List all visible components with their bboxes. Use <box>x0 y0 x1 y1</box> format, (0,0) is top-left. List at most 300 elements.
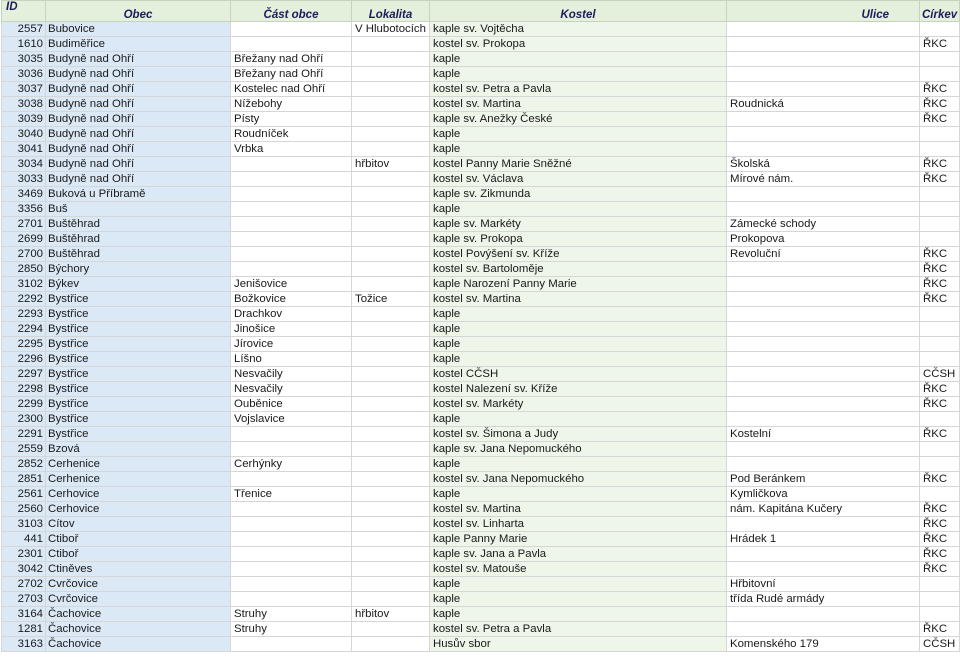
cell-obec[interactable]: Buštěhrad <box>46 232 231 247</box>
cell-lokalita[interactable] <box>352 37 430 52</box>
cell-cast-obce[interactable] <box>231 517 352 532</box>
cell-id[interactable]: 3469 <box>2 187 46 202</box>
cell-cast-obce[interactable]: Jírovice <box>231 337 352 352</box>
cell-id[interactable]: 2850 <box>2 262 46 277</box>
cell-ulice[interactable]: Prokopova <box>727 232 920 247</box>
cell-kostel[interactable]: kostel sv. Prokopa <box>430 37 727 52</box>
cell-lokalita[interactable] <box>352 82 430 97</box>
cell-ulice[interactable] <box>727 112 920 127</box>
cell-kostel[interactable]: kostel Nalezení sv. Kříže <box>430 382 727 397</box>
cell-lokalita[interactable] <box>352 547 430 562</box>
cell-cirkev[interactable]: ŘKC <box>920 427 960 442</box>
cell-kostel[interactable]: kaple sv. Zikmunda <box>430 187 727 202</box>
cell-kostel[interactable]: kostel sv. Jana Nepomuckého <box>430 472 727 487</box>
cell-kostel[interactable]: kostel sv. Petra a Pavla <box>430 82 727 97</box>
cell-lokalita[interactable] <box>352 592 430 607</box>
cell-cast-obce[interactable] <box>231 442 352 457</box>
cell-cirkev[interactable] <box>920 607 960 622</box>
cell-kostel[interactable]: kaple <box>430 67 727 82</box>
cell-obec[interactable]: Ctiboř <box>46 547 231 562</box>
cell-lokalita[interactable] <box>352 202 430 217</box>
cell-cirkev[interactable]: ŘKC <box>920 472 960 487</box>
column-header-obec[interactable]: Obec <box>46 1 231 22</box>
cell-cast-obce[interactable] <box>231 592 352 607</box>
cell-cast-obce[interactable]: Nesvačily <box>231 382 352 397</box>
cell-obec[interactable]: Budyně nad Ohří <box>46 52 231 67</box>
cell-cast-obce[interactable] <box>231 562 352 577</box>
cell-id[interactable]: 3164 <box>2 607 46 622</box>
cell-obec[interactable]: Bubovice <box>46 22 231 37</box>
cell-kostel[interactable]: kaple <box>430 487 727 502</box>
cell-cirkev[interactable]: ŘKC <box>920 37 960 52</box>
cell-lokalita[interactable] <box>352 577 430 592</box>
cell-obec[interactable]: Budyně nad Ohří <box>46 142 231 157</box>
cell-id[interactable]: 2300 <box>2 412 46 427</box>
cell-obec[interactable]: Budyně nad Ohří <box>46 82 231 97</box>
cell-lokalita[interactable] <box>352 322 430 337</box>
cell-cirkev[interactable]: ŘKC <box>920 247 960 262</box>
cell-ulice[interactable] <box>727 352 920 367</box>
cell-kostel[interactable]: kaple <box>430 457 727 472</box>
cell-id[interactable]: 2852 <box>2 457 46 472</box>
cell-cast-obce[interactable]: Nížebohy <box>231 97 352 112</box>
cell-cast-obce[interactable]: Nesvačily <box>231 367 352 382</box>
cell-cast-obce[interactable] <box>231 247 352 262</box>
cell-cirkev[interactable]: ŘKC <box>920 397 960 412</box>
cell-cirkev[interactable]: CČSH <box>920 637 960 652</box>
cell-kostel[interactable]: kostel sv. Matouše <box>430 562 727 577</box>
cell-cast-obce[interactable]: Jinošice <box>231 322 352 337</box>
cell-lokalita[interactable] <box>352 457 430 472</box>
cell-obec[interactable]: Cvrčovice <box>46 592 231 607</box>
cell-kostel[interactable]: Husův sbor <box>430 637 727 652</box>
cell-cirkev[interactable]: ŘKC <box>920 502 960 517</box>
cell-obec[interactable]: Budyně nad Ohří <box>46 67 231 82</box>
cell-id[interactable]: 2294 <box>2 322 46 337</box>
cell-cirkev[interactable]: ŘKC <box>920 562 960 577</box>
cell-ulice[interactable] <box>727 397 920 412</box>
cell-kostel[interactable]: kaple sv. Vojtěcha <box>430 22 727 37</box>
cell-cirkev[interactable]: ŘKC <box>920 82 960 97</box>
cell-id[interactable]: 3163 <box>2 637 46 652</box>
cell-cast-obce[interactable]: Třenice <box>231 487 352 502</box>
cell-kostel[interactable]: kaple <box>430 142 727 157</box>
cell-obec[interactable]: Budyně nad Ohří <box>46 97 231 112</box>
cell-kostel[interactable]: kaple <box>430 202 727 217</box>
cell-cirkev[interactable] <box>920 127 960 142</box>
cell-lokalita[interactable] <box>352 352 430 367</box>
cell-cirkev[interactable] <box>920 337 960 352</box>
cell-kostel[interactable]: kaple Panny Marie <box>430 532 727 547</box>
cell-cirkev[interactable] <box>920 352 960 367</box>
cell-cirkev[interactable] <box>920 307 960 322</box>
cell-obec[interactable]: Ctiboř <box>46 532 231 547</box>
cell-ulice[interactable] <box>727 82 920 97</box>
cell-obec[interactable]: Cerhovice <box>46 487 231 502</box>
cell-kostel[interactable]: kostel Povýšení sv. Kříže <box>430 247 727 262</box>
column-header-cirkev[interactable]: Církev <box>920 1 960 22</box>
cell-kostel[interactable]: kostel sv. Václava <box>430 172 727 187</box>
cell-cast-obce[interactable]: Roudníček <box>231 127 352 142</box>
cell-kostel[interactable]: kaple <box>430 352 727 367</box>
cell-cast-obce[interactable]: Struhy <box>231 607 352 622</box>
cell-cirkev[interactable]: ŘKC <box>920 112 960 127</box>
cell-obec[interactable]: Bystřice <box>46 337 231 352</box>
cell-cirkev[interactable] <box>920 442 960 457</box>
cell-lokalita[interactable] <box>352 277 430 292</box>
cell-obec[interactable]: Bystřice <box>46 412 231 427</box>
cell-lokalita[interactable] <box>352 367 430 382</box>
cell-ulice[interactable]: Komenského 179 <box>727 637 920 652</box>
cell-ulice[interactable] <box>727 37 920 52</box>
cell-cirkev[interactable] <box>920 592 960 607</box>
cell-ulice[interactable] <box>727 337 920 352</box>
cell-cirkev[interactable]: ŘKC <box>920 292 960 307</box>
cell-ulice[interactable] <box>727 412 920 427</box>
cell-id[interactable]: 3042 <box>2 562 46 577</box>
cell-id[interactable]: 2699 <box>2 232 46 247</box>
cell-lokalita[interactable] <box>352 97 430 112</box>
cell-id[interactable]: 3039 <box>2 112 46 127</box>
cell-cast-obce[interactable] <box>231 637 352 652</box>
cell-kostel[interactable]: kaple <box>430 52 727 67</box>
cell-id[interactable]: 3103 <box>2 517 46 532</box>
column-header-kostel[interactable]: Kostel <box>430 1 727 22</box>
cell-cast-obce[interactable] <box>231 577 352 592</box>
cell-id[interactable]: 1610 <box>2 37 46 52</box>
cell-kostel[interactable]: kaple <box>430 412 727 427</box>
cell-kostel[interactable]: kaple sv. Prokopa <box>430 232 727 247</box>
column-header-lokalita[interactable]: Lokalita <box>352 1 430 22</box>
cell-cast-obce[interactable] <box>231 502 352 517</box>
cell-lokalita[interactable] <box>352 637 430 652</box>
cell-lokalita[interactable] <box>352 187 430 202</box>
cell-obec[interactable]: Cítov <box>46 517 231 532</box>
cell-lokalita[interactable] <box>352 382 430 397</box>
cell-lokalita[interactable] <box>352 397 430 412</box>
cell-cast-obce[interactable] <box>231 22 352 37</box>
cell-cirkev[interactable]: ŘKC <box>920 532 960 547</box>
cell-obec[interactable]: Býchory <box>46 262 231 277</box>
cell-lokalita[interactable] <box>352 307 430 322</box>
cell-kostel[interactable]: kostel sv. Bartoloměje <box>430 262 727 277</box>
column-header-id[interactable]: ID <box>2 1 46 22</box>
cell-lokalita[interactable] <box>352 337 430 352</box>
cell-lokalita[interactable] <box>352 232 430 247</box>
cell-ulice[interactable] <box>727 202 920 217</box>
cell-obec[interactable]: Bystřice <box>46 352 231 367</box>
cell-ulice[interactable]: Zámecké schody <box>727 217 920 232</box>
cell-lokalita[interactable] <box>352 412 430 427</box>
cell-ulice[interactable] <box>727 322 920 337</box>
cell-lokalita[interactable] <box>352 502 430 517</box>
cell-obec[interactable]: Budyně nad Ohří <box>46 157 231 172</box>
cell-cast-obce[interactable]: Božkovice <box>231 292 352 307</box>
cell-ulice[interactable] <box>727 367 920 382</box>
cell-obec[interactable]: Buštěhrad <box>46 247 231 262</box>
cell-lokalita[interactable]: hřbitov <box>352 157 430 172</box>
cell-lokalita[interactable] <box>352 487 430 502</box>
cell-cast-obce[interactable] <box>231 157 352 172</box>
cell-cirkev[interactable]: ŘKC <box>920 277 960 292</box>
cell-id[interactable]: 2296 <box>2 352 46 367</box>
cell-obec[interactable]: Bystřice <box>46 367 231 382</box>
cell-ulice[interactable]: Revoluční <box>727 247 920 262</box>
cell-ulice[interactable] <box>727 52 920 67</box>
cell-obec[interactable]: Bystřice <box>46 292 231 307</box>
cell-ulice[interactable] <box>727 292 920 307</box>
cell-cirkev[interactable] <box>920 142 960 157</box>
cell-ulice[interactable] <box>727 442 920 457</box>
cell-id[interactable]: 2297 <box>2 367 46 382</box>
cell-kostel[interactable]: kostel CČSH <box>430 367 727 382</box>
cell-cirkev[interactable] <box>920 52 960 67</box>
cell-ulice[interactable] <box>727 382 920 397</box>
cell-id[interactable]: 2560 <box>2 502 46 517</box>
cell-ulice[interactable] <box>727 517 920 532</box>
cell-ulice[interactable]: třída Rudé armády <box>727 592 920 607</box>
cell-id[interactable]: 2301 <box>2 547 46 562</box>
cell-lokalita[interactable] <box>352 172 430 187</box>
cell-lokalita[interactable]: V Hlubotocích <box>352 22 430 37</box>
cell-cast-obce[interactable]: Písty <box>231 112 352 127</box>
cell-cirkev[interactable] <box>920 217 960 232</box>
cell-lokalita[interactable] <box>352 112 430 127</box>
cell-ulice[interactable] <box>727 262 920 277</box>
cell-id[interactable]: 3036 <box>2 67 46 82</box>
cell-lokalita[interactable] <box>352 217 430 232</box>
cell-lokalita[interactable] <box>352 427 430 442</box>
cell-cast-obce[interactable]: Líšno <box>231 352 352 367</box>
cell-cast-obce[interactable]: Jenišovice <box>231 277 352 292</box>
cell-id[interactable]: 3041 <box>2 142 46 157</box>
cell-cast-obce[interactable] <box>231 187 352 202</box>
cell-obec[interactable]: Cerhenice <box>46 457 231 472</box>
cell-lokalita[interactable] <box>352 442 430 457</box>
cell-id[interactable]: 1281 <box>2 622 46 637</box>
cell-id[interactable]: 3034 <box>2 157 46 172</box>
cell-cast-obce[interactable] <box>231 232 352 247</box>
cell-ulice[interactable] <box>727 457 920 472</box>
cell-obec[interactable]: Býkev <box>46 277 231 292</box>
cell-id[interactable]: 2703 <box>2 592 46 607</box>
cell-obec[interactable]: Bystřice <box>46 382 231 397</box>
cell-cast-obce[interactable]: Ouběnice <box>231 397 352 412</box>
cell-cast-obce[interactable]: Kostelec nad Ohří <box>231 82 352 97</box>
cell-ulice[interactable] <box>727 562 920 577</box>
cell-kostel[interactable]: kostel sv. Petra a Pavla <box>430 622 727 637</box>
cell-id[interactable]: 2561 <box>2 487 46 502</box>
cell-id[interactable]: 2700 <box>2 247 46 262</box>
cell-lokalita[interactable] <box>352 472 430 487</box>
cell-lokalita[interactable] <box>352 262 430 277</box>
cell-lokalita[interactable]: hřbitov <box>352 607 430 622</box>
cell-ulice[interactable] <box>727 547 920 562</box>
cell-obec[interactable]: Bzová <box>46 442 231 457</box>
cell-kostel[interactable]: kostel sv. Martina <box>430 97 727 112</box>
cell-cast-obce[interactable]: Břežany nad Ohří <box>231 52 352 67</box>
cell-cirkev[interactable]: ŘKC <box>920 157 960 172</box>
cell-id[interactable]: 3035 <box>2 52 46 67</box>
cell-cirkev[interactable]: ŘKC <box>920 97 960 112</box>
cell-id[interactable]: 2291 <box>2 427 46 442</box>
cell-ulice[interactable] <box>727 622 920 637</box>
cell-cirkev[interactable]: ŘKC <box>920 172 960 187</box>
cell-kostel[interactable]: kaple <box>430 127 727 142</box>
cell-cast-obce[interactable]: Vrbka <box>231 142 352 157</box>
cell-cirkev[interactable] <box>920 322 960 337</box>
cell-obec[interactable]: Cerhenice <box>46 472 231 487</box>
cell-cast-obce[interactable]: Vojslavice <box>231 412 352 427</box>
cell-lokalita[interactable] <box>352 247 430 262</box>
cell-obec[interactable]: Bystřice <box>46 322 231 337</box>
cell-kostel[interactable]: kaple sv. Anežky České <box>430 112 727 127</box>
cell-ulice[interactable]: Pod Beránkem <box>727 472 920 487</box>
cell-obec[interactable]: Budyně nad Ohří <box>46 172 231 187</box>
cell-ulice[interactable]: Kostelní <box>727 427 920 442</box>
cell-kostel[interactable]: kaple <box>430 322 727 337</box>
cell-ulice[interactable] <box>727 22 920 37</box>
cell-cast-obce[interactable] <box>231 532 352 547</box>
cell-cirkev[interactable]: ŘKC <box>920 547 960 562</box>
cell-obec[interactable]: Bystřice <box>46 397 231 412</box>
cell-cast-obce[interactable] <box>231 427 352 442</box>
cell-obec[interactable]: Bystřice <box>46 427 231 442</box>
cell-ulice[interactable]: Školská <box>727 157 920 172</box>
cell-ulice[interactable] <box>727 127 920 142</box>
cell-kostel[interactable]: kaple <box>430 307 727 322</box>
cell-cirkev[interactable] <box>920 202 960 217</box>
cell-kostel[interactable]: kostel sv. Markéty <box>430 397 727 412</box>
cell-id[interactable]: 441 <box>2 532 46 547</box>
cell-obec[interactable]: Budyně nad Ohří <box>46 127 231 142</box>
cell-id[interactable]: 2299 <box>2 397 46 412</box>
cell-cirkev[interactable] <box>920 487 960 502</box>
cell-cast-obce[interactable] <box>231 472 352 487</box>
cell-ulice[interactable]: Hrádek 1 <box>727 532 920 547</box>
cell-kostel[interactable]: kaple <box>430 607 727 622</box>
cell-obec[interactable]: Budiměřice <box>46 37 231 52</box>
cell-cast-obce[interactable] <box>231 262 352 277</box>
cell-ulice[interactable] <box>727 307 920 322</box>
cell-id[interactable]: 3356 <box>2 202 46 217</box>
cell-obec[interactable]: Čachovice <box>46 607 231 622</box>
cell-ulice[interactable]: nám. Kapitána Kučery <box>727 502 920 517</box>
cell-lokalita[interactable] <box>352 532 430 547</box>
cell-kostel[interactable]: kostel sv. Linharta <box>430 517 727 532</box>
cell-cirkev[interactable]: ŘKC <box>920 382 960 397</box>
column-header-cast-obce[interactable]: Část obce <box>231 1 352 22</box>
cell-ulice[interactable] <box>727 67 920 82</box>
cell-ulice[interactable]: Mírové nám. <box>727 172 920 187</box>
cell-ulice[interactable]: Hřbitovní <box>727 577 920 592</box>
cell-cast-obce[interactable]: Cerhýnky <box>231 457 352 472</box>
cell-id[interactable]: 3102 <box>2 277 46 292</box>
cell-cirkev[interactable] <box>920 232 960 247</box>
cell-lokalita[interactable] <box>352 142 430 157</box>
cell-id[interactable]: 3033 <box>2 172 46 187</box>
cell-kostel[interactable]: kaple sv. Markéty <box>430 217 727 232</box>
cell-id[interactable]: 2298 <box>2 382 46 397</box>
cell-obec[interactable]: Cvrčovice <box>46 577 231 592</box>
cell-cirkev[interactable] <box>920 457 960 472</box>
cell-id[interactable]: 2295 <box>2 337 46 352</box>
cell-ulice[interactable] <box>727 187 920 202</box>
cell-ulice[interactable] <box>727 277 920 292</box>
cell-kostel[interactable]: kostel sv. Martina <box>430 292 727 307</box>
cell-lokalita[interactable] <box>352 67 430 82</box>
column-header-ulice[interactable]: Ulice <box>727 1 920 22</box>
cell-cirkev[interactable]: ŘKC <box>920 622 960 637</box>
cell-cast-obce[interactable] <box>231 172 352 187</box>
cell-obec[interactable]: Čachovice <box>46 622 231 637</box>
cell-kostel[interactable]: kaple Narození Panny Marie <box>430 277 727 292</box>
cell-lokalita[interactable] <box>352 622 430 637</box>
cell-ulice[interactable]: Kymličkova <box>727 487 920 502</box>
cell-kostel[interactable]: kostel Panny Marie Sněžné <box>430 157 727 172</box>
cell-cirkev[interactable]: ŘKC <box>920 517 960 532</box>
cell-obec[interactable]: Budyně nad Ohří <box>46 112 231 127</box>
cell-lokalita[interactable]: Tožice <box>352 292 430 307</box>
cell-id[interactable]: 2292 <box>2 292 46 307</box>
cell-ulice[interactable]: Roudnická <box>727 97 920 112</box>
cell-cirkev[interactable]: CČSH <box>920 367 960 382</box>
cell-kostel[interactable]: kaple sv. Jana Nepomuckého <box>430 442 727 457</box>
cell-obec[interactable]: Buková u Příbramě <box>46 187 231 202</box>
cell-cast-obce[interactable] <box>231 37 352 52</box>
cell-id[interactable]: 2851 <box>2 472 46 487</box>
cell-kostel[interactable]: kaple <box>430 592 727 607</box>
cell-obec[interactable]: Buštěhrad <box>46 217 231 232</box>
cell-id[interactable]: 2559 <box>2 442 46 457</box>
cell-kostel[interactable]: kaple <box>430 577 727 592</box>
cell-obec[interactable]: Buš <box>46 202 231 217</box>
cell-cast-obce[interactable]: Břežany nad Ohří <box>231 67 352 82</box>
cell-lokalita[interactable] <box>352 52 430 67</box>
cell-kostel[interactable]: kaple <box>430 337 727 352</box>
cell-ulice[interactable] <box>727 142 920 157</box>
cell-lokalita[interactable] <box>352 517 430 532</box>
cell-obec[interactable]: Cerhovice <box>46 502 231 517</box>
cell-lokalita[interactable] <box>352 562 430 577</box>
cell-id[interactable]: 3037 <box>2 82 46 97</box>
cell-cast-obce[interactable] <box>231 202 352 217</box>
cell-id[interactable]: 2702 <box>2 577 46 592</box>
cell-cirkev[interactable] <box>920 67 960 82</box>
cell-cirkev[interactable]: ŘKC <box>920 262 960 277</box>
cell-obec[interactable]: Čachovice <box>46 637 231 652</box>
cell-cast-obce[interactable]: Struhy <box>231 622 352 637</box>
cell-cirkev[interactable] <box>920 412 960 427</box>
cell-cirkev[interactable] <box>920 187 960 202</box>
cell-kostel[interactable]: kostel sv. Martina <box>430 502 727 517</box>
cell-id[interactable]: 2293 <box>2 307 46 322</box>
cell-cirkev[interactable] <box>920 22 960 37</box>
cell-id[interactable]: 2557 <box>2 22 46 37</box>
cell-cast-obce[interactable] <box>231 547 352 562</box>
cell-id[interactable]: 3038 <box>2 97 46 112</box>
cell-cast-obce[interactable] <box>231 217 352 232</box>
cell-id[interactable]: 3040 <box>2 127 46 142</box>
cell-lokalita[interactable] <box>352 127 430 142</box>
cell-kostel[interactable]: kostel sv. Šimona a Judy <box>430 427 727 442</box>
cell-obec[interactable]: Bystřice <box>46 307 231 322</box>
cell-obec[interactable]: Ctiněves <box>46 562 231 577</box>
cell-ulice[interactable] <box>727 607 920 622</box>
cell-cast-obce[interactable]: Drachkov <box>231 307 352 322</box>
cell-kostel[interactable]: kaple sv. Jana a Pavla <box>430 547 727 562</box>
cell-id[interactable]: 2701 <box>2 217 46 232</box>
